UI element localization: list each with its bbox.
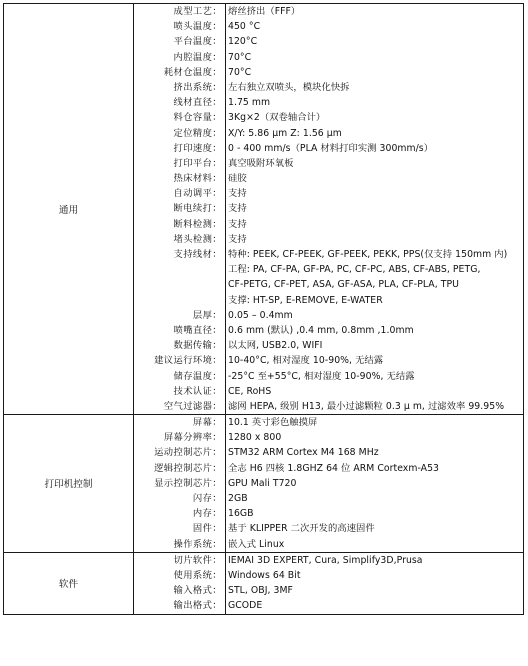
section-printer-control	[4, 415, 524, 553]
spec-value: 2GB	[228, 493, 248, 504]
spec-value: 支持	[228, 233, 247, 245]
spec-label: 热床材料：	[173, 173, 222, 185]
spec-label: 支持线材：	[173, 249, 222, 260]
spec-value: 支持	[228, 218, 247, 230]
spec-label: 闪存：	[192, 493, 222, 504]
spec-value: 全志 H6 四核 1.8GHZ 64 位 ARM Cortexm-A53	[228, 462, 439, 474]
spec-label: 堵头检测：	[173, 233, 222, 245]
spec-label: 内存：	[192, 508, 222, 520]
spec-label: 挤出系统：	[173, 81, 222, 93]
spec-value: 0.6 mm (默认) ,0.4 mm, 0.8mm ,1.0mm	[228, 324, 414, 336]
spec-value: 450 °C	[228, 21, 261, 33]
spec-value: STM32 ARM Cortex M4 168 MHz	[228, 447, 379, 459]
spec-value: 滤网 HEPA, 级别 H13, 最小过滤颗粒 0.3 μ m, 过滤效率 99.95%	[228, 400, 505, 412]
spec-label: 空气过滤器：	[163, 400, 222, 412]
spec-label: 数据传输：	[173, 340, 222, 352]
spec-value: 1280 x 800	[228, 432, 282, 444]
category-cell	[4, 415, 134, 553]
spec-value: 10-40°C, 相对湿度 10-90%, 无结露	[228, 355, 384, 367]
category-cell	[4, 4, 134, 415]
section-software	[4, 552, 524, 614]
spec-value: 左右独立双喷头，模块化快拆	[228, 81, 350, 93]
spec-value: CE, RoHS	[228, 385, 272, 397]
section-general	[4, 4, 524, 415]
spec-value: 特种: PEEK, CF-PEEK, GF-PEEK, PEKK, PPS(仅支持 150mm 内)	[228, 249, 508, 260]
spec-value: X/Y: 5.86 μm Z: 1.56 μm	[228, 127, 342, 139]
spec-label: 固件：	[192, 523, 222, 535]
spec-value: 120°C	[228, 36, 258, 48]
spec-value: -25°C 至+55°C, 相对湿度 10-90%, 无结露	[228, 370, 415, 382]
spec-label: 断电续打：	[173, 203, 222, 215]
category-label: 打印机控制	[44, 479, 93, 491]
spec-value: 1.75 mm	[228, 97, 271, 109]
spec-label: 自动调平：	[173, 188, 222, 200]
spec-value: 支撑: HT-SP, E-REMOVE, E-WATER	[228, 294, 383, 306]
spec-label: 使用系统：	[173, 569, 222, 581]
spec-label: 储存温度：	[173, 370, 222, 382]
spec-value: 70°C	[228, 51, 252, 63]
spec-value: 支持	[228, 203, 247, 215]
spec-value: GCODE	[228, 600, 263, 612]
spec-label: 技术认证：	[173, 385, 222, 397]
spec-label	[134, 277, 222, 292]
spec-label: 喷头温度：	[173, 21, 222, 33]
spec-label: 输入格式：	[173, 585, 222, 597]
spec-label: 料仓容量：	[173, 112, 222, 124]
spec-value: STL, OBJ, 3MF	[228, 585, 293, 597]
category-label: 软件	[58, 579, 79, 591]
spec-label	[134, 293, 222, 308]
spec-value: 硅胶	[228, 173, 247, 185]
spec-label: 定位精度：	[173, 127, 222, 139]
spec-label: 喷嘴直径：	[173, 324, 222, 336]
spec-label: 屏幕：	[192, 417, 222, 429]
spec-label: 层厚：	[192, 309, 222, 321]
label-column	[134, 4, 226, 415]
spec-label: 内腔温度：	[173, 51, 222, 63]
spec-label: 成型工艺：	[173, 6, 222, 17]
spec-value: 0.05 – 0.4mm	[228, 309, 293, 321]
spec-value: 工程: PA, CF-PA, GF-PA, PC, CF-PC, ABS, CF-ABS, PETG,	[228, 264, 481, 276]
spec-label	[134, 262, 222, 277]
spec-value: 0 - 400 mm/s（PLA 材料打印实测 300mm/s）	[228, 142, 434, 154]
spec-label: 断料检测：	[173, 218, 222, 230]
spec-label: 显示控制芯片：	[154, 477, 222, 489]
spec-label: 切片软件：	[173, 554, 222, 566]
spec-value: CF-PETG, CF-PET, ASA, GF-ASA, PLA, CF-PLA, TPU	[228, 279, 459, 291]
category-cell	[4, 552, 134, 614]
spec-label: 运动控制芯片：	[154, 447, 222, 459]
spec-value: 基于 KLIPPER 二次开发的高速固件	[228, 523, 375, 535]
spec-label: 平台温度：	[173, 36, 222, 48]
spec-value: 熔丝挤出（FFF）	[228, 6, 301, 17]
spec-value: Windows 64 Bit	[228, 569, 301, 581]
spec-value: 以太网, USB2.0, WIFI	[228, 340, 323, 352]
spec-label: 打印速度：	[173, 142, 222, 154]
spec-table	[3, 3, 524, 615]
spec-value: 嵌入式 Linux	[228, 538, 285, 550]
spec-value: GPU Mali T720	[228, 477, 297, 489]
spec-value: 支持	[228, 188, 247, 200]
spec-label: 线材直径：	[173, 97, 222, 109]
label-column	[134, 415, 226, 553]
spec-value: 70°C	[228, 66, 252, 78]
value-column	[226, 552, 524, 614]
spec-value: 3Kg×2（双卷轴合计）	[228, 112, 326, 124]
spec-label: 耗材仓温度：	[163, 66, 222, 78]
spec-value: 真空吸附环氧板	[228, 157, 294, 169]
spec-value: 10.1 英寸彩色触摸屏	[228, 417, 318, 429]
category-label: 通用	[58, 205, 79, 217]
spec-value: 16GB	[228, 508, 254, 520]
spec-label: 建议运行环境：	[154, 355, 222, 367]
value-column	[226, 415, 524, 553]
spec-label: 逻辑控制芯片：	[154, 462, 222, 474]
label-column	[134, 552, 226, 614]
spec-label: 输出格式：	[173, 600, 222, 612]
spec-label: 屏幕分辨率：	[163, 432, 222, 444]
spec-label: 打印平台：	[173, 157, 222, 169]
spec-label: 操作系统：	[173, 538, 222, 550]
value-column	[226, 4, 524, 415]
spec-value: IEMAI 3D EXPERT, Cura, Simplify3D,Prusa	[228, 554, 423, 566]
